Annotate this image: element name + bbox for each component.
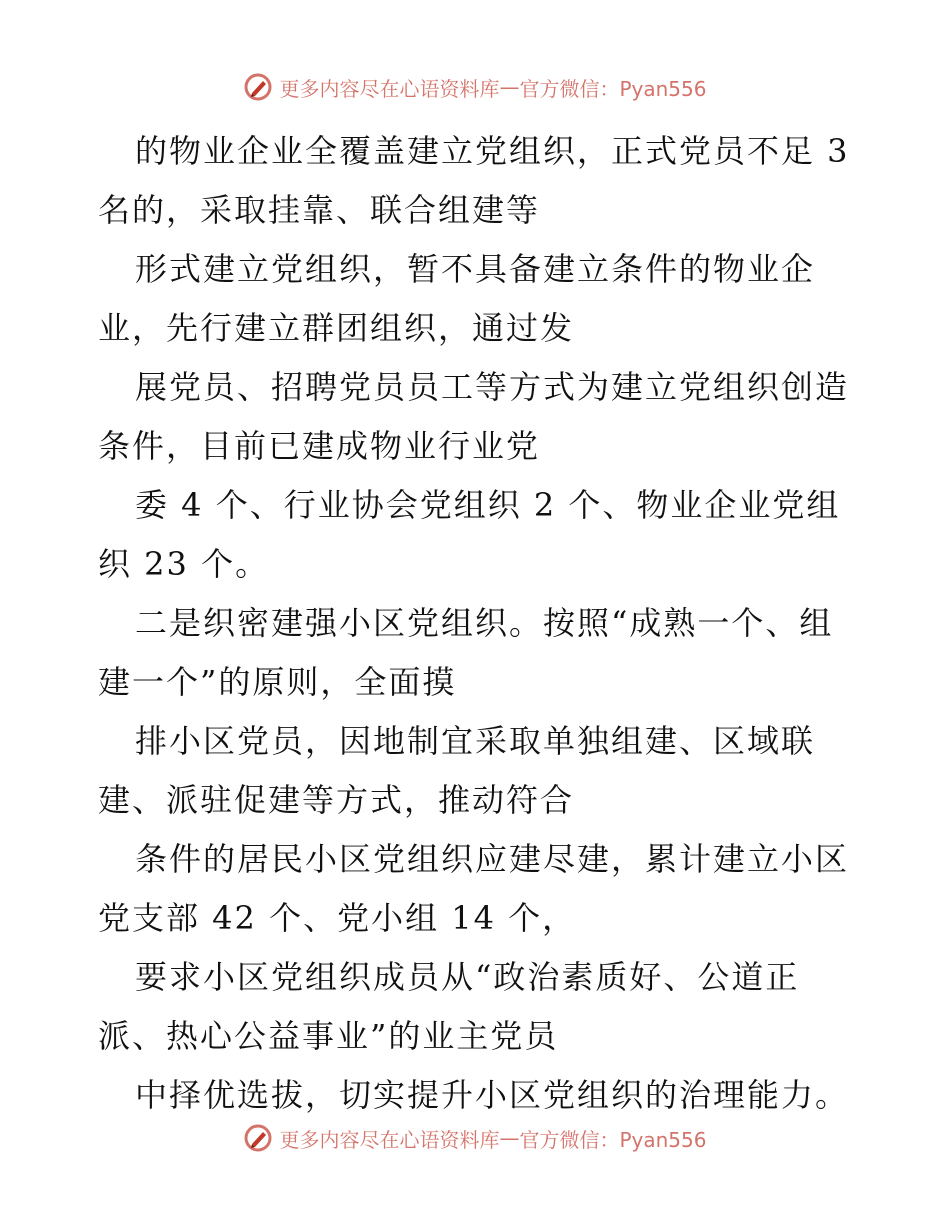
text-line: 名的，采取挂靠、联合组建等 (98, 191, 541, 229)
text-line: 派、热心公益事业”的业主党员 (98, 1017, 559, 1055)
watermark-contact: 官方微信：Pyan556 (519, 1127, 707, 1152)
text-line: 形式建立党组织，暂不具备建立条件的物业企 (135, 250, 816, 288)
text-line: 中择优选拔，切实提升小区党组织的治理能力。 (135, 1076, 850, 1114)
footer-watermark (0, 1123, 950, 1153)
watermark-text: 更多内容尽在心语资料库 (279, 76, 500, 101)
pen-logo-icon (243, 72, 273, 102)
document-body (98, 122, 858, 1125)
text-line: 二是织密建强小区党组织。按照“成熟一个、组 (135, 604, 834, 642)
text-line: 业，先行建立群团组织，通过发 (98, 309, 575, 347)
text-line: 条件，目前已建成物业行业党 (98, 427, 541, 465)
text-line: 的物业企业全覆盖建立党组织，正式党员不足 3 (135, 132, 850, 170)
text-line: 党支部 42 个、党小组 14 个， (98, 899, 577, 937)
watermark-separator: — (499, 1126, 520, 1150)
text-line: 建、派驻促建等方式，推动符合 (98, 781, 575, 819)
text-line: 排小区党员，因地制宜采取单独组建、区域联 (135, 722, 816, 760)
text-line: 委 4 个、行业协会党组织 2 个、物业企业党组 (135, 486, 841, 524)
header-watermark (0, 72, 950, 102)
watermark-contact: 官方微信：Pyan556 (519, 76, 707, 101)
text-line: 展党员、招聘党员员工等方式为建立党组织创造 (135, 368, 850, 406)
pen-logo-icon (243, 1123, 273, 1153)
text-line: 建一个”的原则，全面摸 (98, 663, 457, 701)
watermark-separator: — (499, 75, 520, 99)
text-line: 织 23 个。 (98, 545, 270, 583)
watermark-text: 更多内容尽在心语资料库 (279, 1127, 500, 1152)
text-line: 条件的居民小区党组织应建尽建，累计建立小区 (135, 840, 850, 878)
text-line: 要求小区党组织成员从“政治素质好、公道正 (135, 958, 800, 996)
